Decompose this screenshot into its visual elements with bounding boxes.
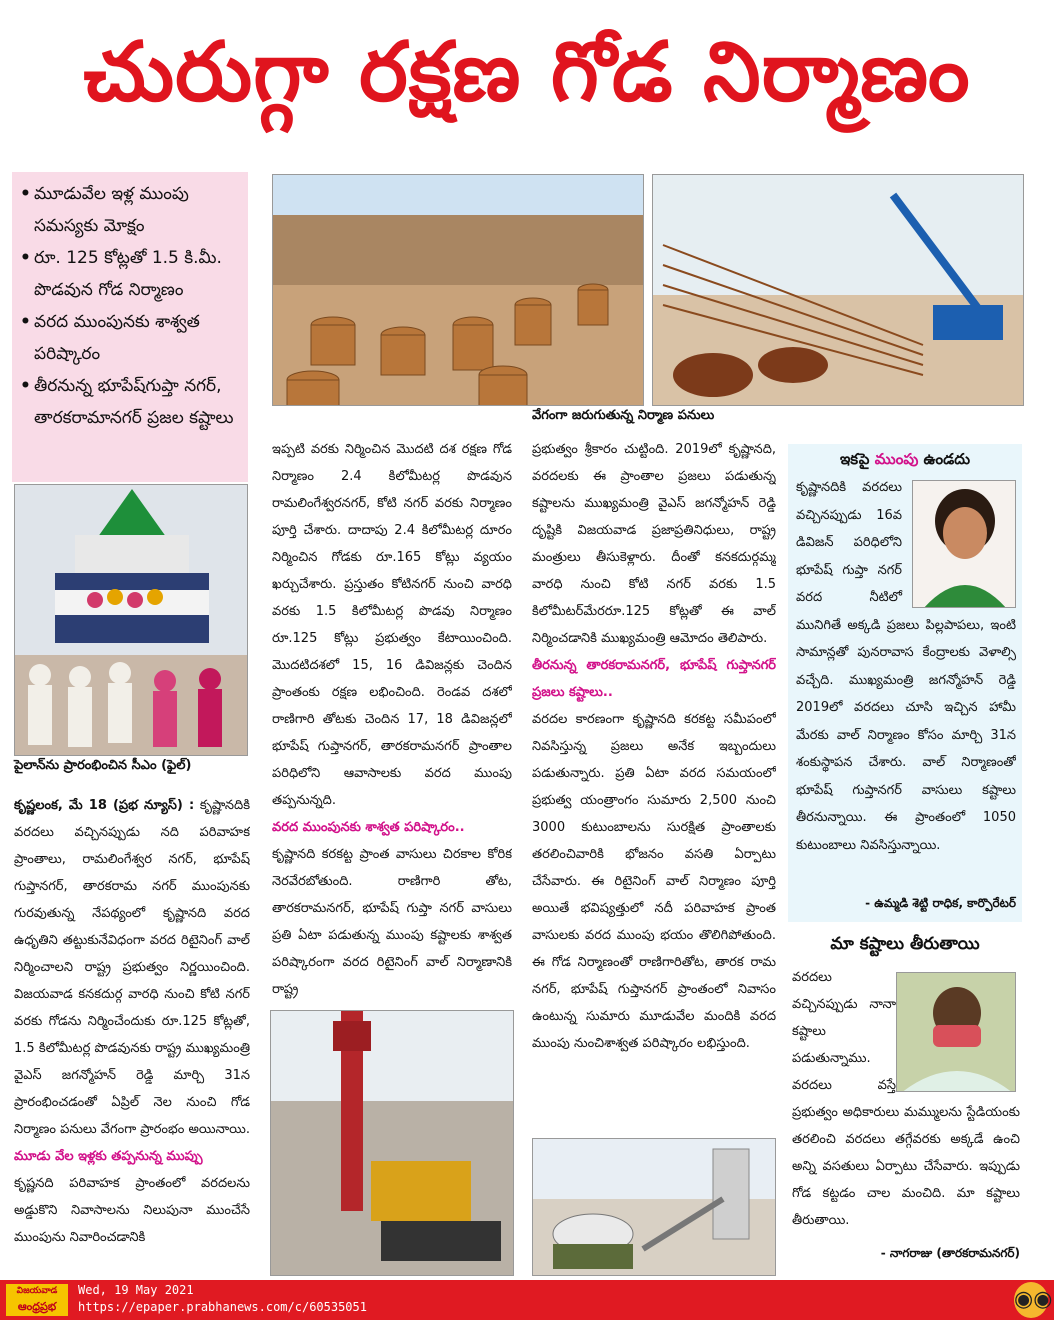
quote-text: కృష్ణానదికి వరదలు వచ్చినప్పుడు 16వ డివిజన్ పరిధిలోని భూపేష్ గుప్తా నగర్ వరద నీటిలో మునిగితే అక్కడి ప్రజలు పిల్లపాపలు, ఇంటి సామాన్లతో పునరావాస కేంద్రాలకు వెళాల్సి వచ్చేది. ముఖ్యమంత్రి జగన్మోహన్ రెడ్డి 2019లో వరదలు చూసి ఇచ్చిన హామీ మేరకు వాల్ నిర్మాణం కోసం మార్చి 31న శంకుస్థాపన చేశారు. వాల్ నిర్మాణంతో భూపేష్ గుప్తానగర్ వాసులు కష్టాలు తీరనున్నాయి. ఈ ప్రాంతంలో 1050 కుటుంబాలు నివసిస్తున్నాయి. [796,480,1016,853]
epaper-url[interactable]: https://epaper.prabhanews.com/c/60535051 [78,1300,367,1314]
quote-box-resident [788,928,1022,1276]
highlight-item: • మూడువేల ఇళ్ల ముంపు సమస్యకు మోక్షం [20,184,189,236]
boring-machine-photo [270,1010,514,1276]
epaper-footer [0,1280,1054,1320]
subheading: తీరనున్న తారకరామనగర్, భూపేష్ గుప్తానగర్ ప్రజలు కష్టాలు.. [532,658,776,700]
quote-signature: - నాగరాజు (తారకరామనగర్) [880,1246,1020,1260]
quote-title: ఇకపై ముంపు ఉండదు [839,450,971,468]
concrete-plant-photo [532,1138,776,1276]
subheading: వరద ముంపునకు శాశ్వత పరిష్కారం.. [272,820,465,835]
construction-caption: వేగంగా జరుగుతున్న నిర్మాణ పనులు [532,408,715,423]
article-column-2 [272,436,512,1004]
publication-logo[interactable]: విజయవాడ ఆంధ్రప్రభ [6,1284,68,1316]
crane-rebar-photo [652,174,1024,406]
quote-title: మా కష్టాలు తీరుతాయి [830,934,980,954]
article-column-1 [14,792,250,1276]
edition-date: Wed, 19 May 2021 [78,1283,194,1297]
dateline: కృష్ణలంక, మే 18 (ప్రభ న్యూస్) : [14,798,195,813]
quote-text: వరదలు వచ్చినప్పుడు నానా కష్టాలు పడుతున్నాము. వరదలు వస్తే ప్రభుత్వం అధికారులు మమ్ములను స్టేడియంకు తరలించి వరదలు తగ్గేవరకు అక్కడే ఉంచి అన్ని వసతులు ఏర్పాటు చేసేవారు. ఇప్పుడు గోడ కట్టడం చాల మంచిది. మా కష్టాలు తీరుతాయి. [792,970,1020,1228]
headline: చురుగ్గా రక్షణ గోడ నిర్మాణం [83,25,971,120]
quote-box-corporator [788,444,1022,922]
article-paragraph: కృష్ణానదికి వరదలు వచ్చినప్పుడు నది పరివాహక ప్రాంతాలు, రామలింగేశ్వర నగర్, భూపేష్ గుప్తానగర్, తారకరామ నగర్ ముంపునకు గురవుతున్న నేపథ్యంలో కృష్ణానది వరద ఉధృతిని తట్టుకునేవిధంగా వరద రిటైనింగ్ వాల్ నిర్మించాలని రాష్ట్ర ప్రభుత్వం నిర్ణయించింది. విజయవాడ కనకదుర్గ వారధి నుంచి కోటి నగర్ వరకు గోడను నిర్మించేందుకు రూ.125 కోట్లతో, 1.5 కిలోమీటర్ల పొడవునకు రాష్ట్ర ముఖ్యమంత్రి వైఎస్ జగన్మోహన్ రెడ్డి మార్చి 31న ప్రారంభించడంతో ఏప్రిల్ నెల నుంచి గోడ నిర్మాణం పనులు వేగంగా ప్రారంభం అయినాయి. [14,798,250,1137]
article-column-3 [532,436,776,1132]
article-paragraph: కృష్ణానది కరకట్ట ప్రాంత వాసులు చిరకాల కోరిక నెరవేరబోతుంది. రాణిగారి తోట, తారకరామనగర్, భూపేష్ గుప్తా నగర్ వాసులు ప్రతి ఏటా పడుతున్న ముంపు కష్టాలకు శాశ్వత పరిష్కారంగా వరద రిటైనింగ్ వాల్ నిర్మాణానికి రాష్ట్ర [272,847,512,997]
subheading: మూడు వేల ఇళ్లకు తప్పనున్న ముప్పు [14,1149,203,1164]
article-paragraph: ఇప్పటి వరకు నిర్మించిన మొదటి దశ రక్షణ గోడ నిర్మాణం 2.4 కిలోమీటర్ల పొడవున రామలింగేశ్వరనగర్, కోటి నగర్ వరకు నిర్మాణం పూర్తి చేశారు. దాదాపు 2.4 కిలోమీటర్ల దూరం నిర్మించిన గోడకు రూ.165 కోట్లు వ్యయం ఖర్చుచేశారు. ప్రస్తుతం కోటినగర్ నుంచి వారధి వరకు 1.5 కిలోమీటర్ల పొడవు నిర్మాణం రూ.125 కోట్లు ప్రభుత్వం కేటాయించింది. మొదటిదశలో 15, 16 డివిజన్లకు చెందిన ప్రాంతంకు రక్షణ లభించింది. రెండవ దశలో రాణిగారి తోటకు చెందిన 17, 18 డివిజన్లలో భూపేష్ గుప్తానగర్, తారకరామనగర్ ప్రాంతాల పరిధిలోని ఆవాసాలకు వరద ముంపు తప్పనున్నది. [272,442,512,808]
highlight-item: • వరద ముంపునకు శాశ్వత పరిష్కారం [20,312,200,364]
pylon-caption: పైలాన్‌ను ప్రారంభించిన సీఎం (ఫైల్) [14,758,192,773]
pillars-construction-photo [272,174,644,406]
pylon-inauguration-photo [14,484,248,756]
article-paragraph: ప్రభుత్వం శ్రీకారం చుట్టింది. 2019లో కృష్ణానది, వరదలకు ఈ ప్రాంతాల ప్రజలు పడుతున్న కష్టాలను ముఖ్యమంత్రి వైఎస్ జగన్మోహన్ రెడ్డి దృష్టికి విజయవాడ ప్రజాప్రతినిధులు, రాష్ట్ర మంత్రులు తీసుకెళ్లారు. దీంతో కనకదుర్గమ్మ వారధి నుంచి కోటి నగర్ వరకు 1.5 కిలోమీటర్‌మేరరూ.125 కోట్లతో ఈ వాల్ నిర్మించడానికి ముఖ్యమంత్రి ఆమోదం తెలిపారు. [532,442,776,646]
quote-signature: - ఉమ్మడి శెట్టి రాధిక, కార్పొరేటర్ [865,896,1016,910]
footer-meta [78,1282,367,1316]
article-paragraph: వరదల కారణంగా కృష్ణానది కరకట్ట సమీపంలో నివసిస్తున్న ప్రజలు అనేక ఇబ్బందులు పడుతున్నారు. ప్రతి ఏటా వరద సమయంలో ప్రభుత్వ యంత్రాంగం సుమారు 2,500 నుంచి 3000 కుటుంబాలను సురక్షిత ప్రాంతాలకు తరలించివారికి భోజనం వసతి ఏర్పాటు చేసేవారు. ఈ రిటైనింగ్ వాల్ నిర్మాణం పూర్తి అయితే భవిష్యత్తులో నదీ పరివాహక ప్రాంత వాసులకు వరద ముంపు భయం తొలిగిపోతుంది. ఈ గోడ నిర్మాణంతో రాణిగారితోట, తారక రామ నగర్, భూపేష్ గుప్తానగర్ ప్రాంతంలో నివాసం ఉంటున్న సుమారు మూడువేల మందికి వరద ముంపు నుంచిశాశ్వత పరిష్కారం లభిస్తుంది. [532,712,776,1051]
article-paragraph: కృష్ణనది పరివాహక ప్రాంతంలో వరదలను అడ్డుకొని నివాసాలను నిలుపునా ముంచేసే ముంపును నివారించడానికి [14,1176,250,1245]
highlight-item: • తీరనున్న భూపేష్‌గుప్తా నగర్, తారకరామానగర్ ప్రజల కష్టాలు [20,376,234,428]
highlights-box [12,172,248,482]
highlight-item: • రూ. 125 కోట్లతో 1.5 కి.మీ. పొడవున గోడ నిర్మాణం [20,248,222,300]
owl-mascot-icon[interactable]: ◉◉ [1014,1282,1048,1318]
